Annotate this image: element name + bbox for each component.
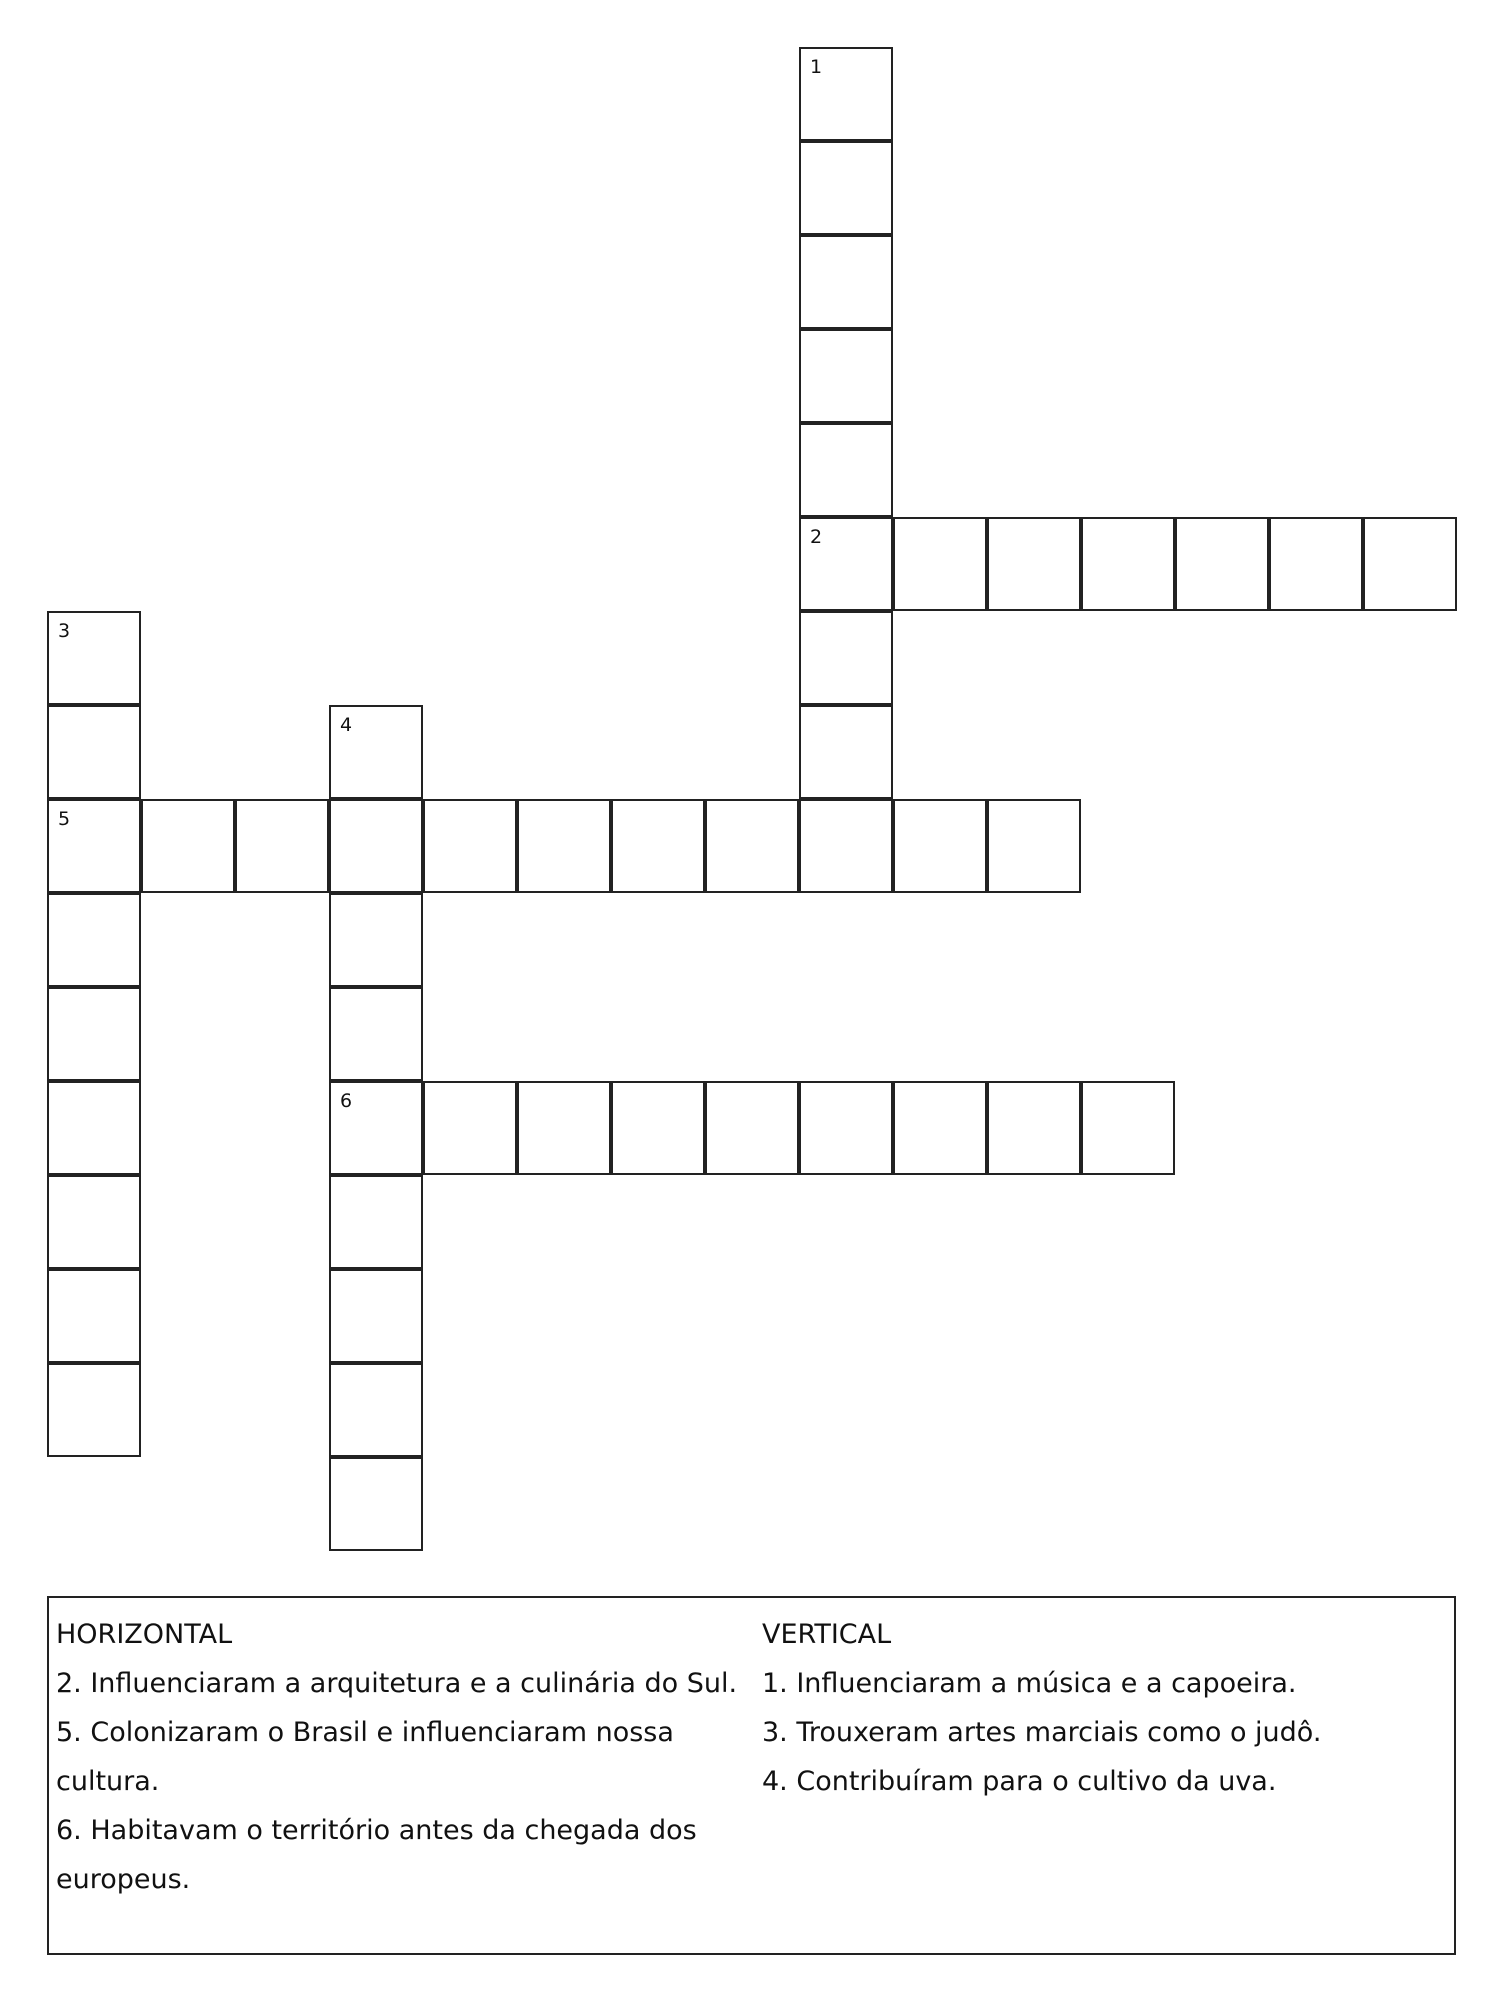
- grid-cell[interactable]: [47, 1175, 141, 1269]
- grid-cell[interactable]: [893, 799, 987, 893]
- grid-cell[interactable]: [799, 799, 893, 893]
- clue-down-1: 1. Influenciaram a música e a capoeira.: [762, 1668, 1297, 1699]
- clue-down-4: 4. Contribuíram para o cultivo da uva.: [762, 1766, 1277, 1797]
- grid-cell[interactable]: [47, 1081, 141, 1175]
- horizontal-clues: [56, 1610, 746, 1904]
- grid-cell[interactable]: [47, 705, 141, 799]
- vertical-clues: [762, 1610, 1442, 1806]
- vertical-title: VERTICAL: [762, 1619, 892, 1650]
- grid-cell[interactable]: [47, 1269, 141, 1363]
- horizontal-title: HORIZONTAL: [56, 1619, 233, 1650]
- grid-cell[interactable]: [799, 235, 893, 329]
- grid-cell[interactable]: [1175, 517, 1269, 611]
- grid-cell[interactable]: [329, 1081, 423, 1175]
- grid-cell[interactable]: [705, 1081, 799, 1175]
- grid-cell[interactable]: [799, 141, 893, 235]
- grid-cell[interactable]: [799, 517, 893, 611]
- grid-cell[interactable]: [423, 1081, 517, 1175]
- clue-across-2: 2. Influenciaram a arquitetura e a culinária do Sul.: [56, 1668, 738, 1699]
- grid-cell[interactable]: [1363, 517, 1457, 611]
- grid-cell[interactable]: [329, 1363, 423, 1457]
- grid-cell[interactable]: [799, 329, 893, 423]
- grid-cell[interactable]: [799, 611, 893, 705]
- grid-cell[interactable]: [141, 799, 235, 893]
- clue-number: 3: [58, 620, 71, 642]
- grid-cell[interactable]: [705, 799, 799, 893]
- grid-cell[interactable]: [987, 1081, 1081, 1175]
- clue-number: 2: [810, 526, 823, 548]
- grid-cell[interactable]: [517, 799, 611, 893]
- grid-cell[interactable]: [893, 517, 987, 611]
- grid-cell[interactable]: [987, 799, 1081, 893]
- grid-cell[interactable]: [329, 987, 423, 1081]
- grid-cell[interactable]: [799, 1081, 893, 1175]
- grid-cell[interactable]: [1081, 1081, 1175, 1175]
- clue-down-3: 3. Trouxeram artes marciais como o judô.: [762, 1717, 1322, 1748]
- grid-cell[interactable]: [329, 893, 423, 987]
- grid-cell[interactable]: [517, 1081, 611, 1175]
- clue-number: 1: [810, 56, 823, 78]
- grid-cell[interactable]: [799, 705, 893, 799]
- grid-cell[interactable]: [47, 611, 141, 705]
- grid-cell[interactable]: [47, 1363, 141, 1457]
- grid-cell[interactable]: [893, 1081, 987, 1175]
- clue-across-5: 5. Colonizaram o Brasil e influenciaram nossa cultura.: [56, 1717, 674, 1797]
- grid-cell[interactable]: [329, 1457, 423, 1551]
- grid-cell[interactable]: [329, 799, 423, 893]
- grid-cell[interactable]: [47, 893, 141, 987]
- grid-cell[interactable]: [235, 799, 329, 893]
- grid-cell[interactable]: [1269, 517, 1363, 611]
- clue-across-6: 6. Habitavam o território antes da chegada dos europeus.: [56, 1815, 697, 1895]
- grid-cell[interactable]: [987, 517, 1081, 611]
- grid-cell[interactable]: [423, 799, 517, 893]
- grid-cell[interactable]: [329, 1269, 423, 1363]
- clues-box: [47, 1596, 1456, 1955]
- grid-cell[interactable]: [799, 47, 893, 141]
- grid-cell[interactable]: [47, 987, 141, 1081]
- clue-number: 6: [340, 1090, 353, 1112]
- grid-cell[interactable]: [611, 799, 705, 893]
- grid-cell[interactable]: [611, 1081, 705, 1175]
- grid-cell[interactable]: [329, 1175, 423, 1269]
- grid-cell[interactable]: [1081, 517, 1175, 611]
- grid-cell[interactable]: [47, 799, 141, 893]
- clue-number: 4: [340, 714, 353, 736]
- grid-cell[interactable]: [329, 705, 423, 799]
- grid-cell[interactable]: [799, 423, 893, 517]
- clue-number: 5: [58, 808, 71, 830]
